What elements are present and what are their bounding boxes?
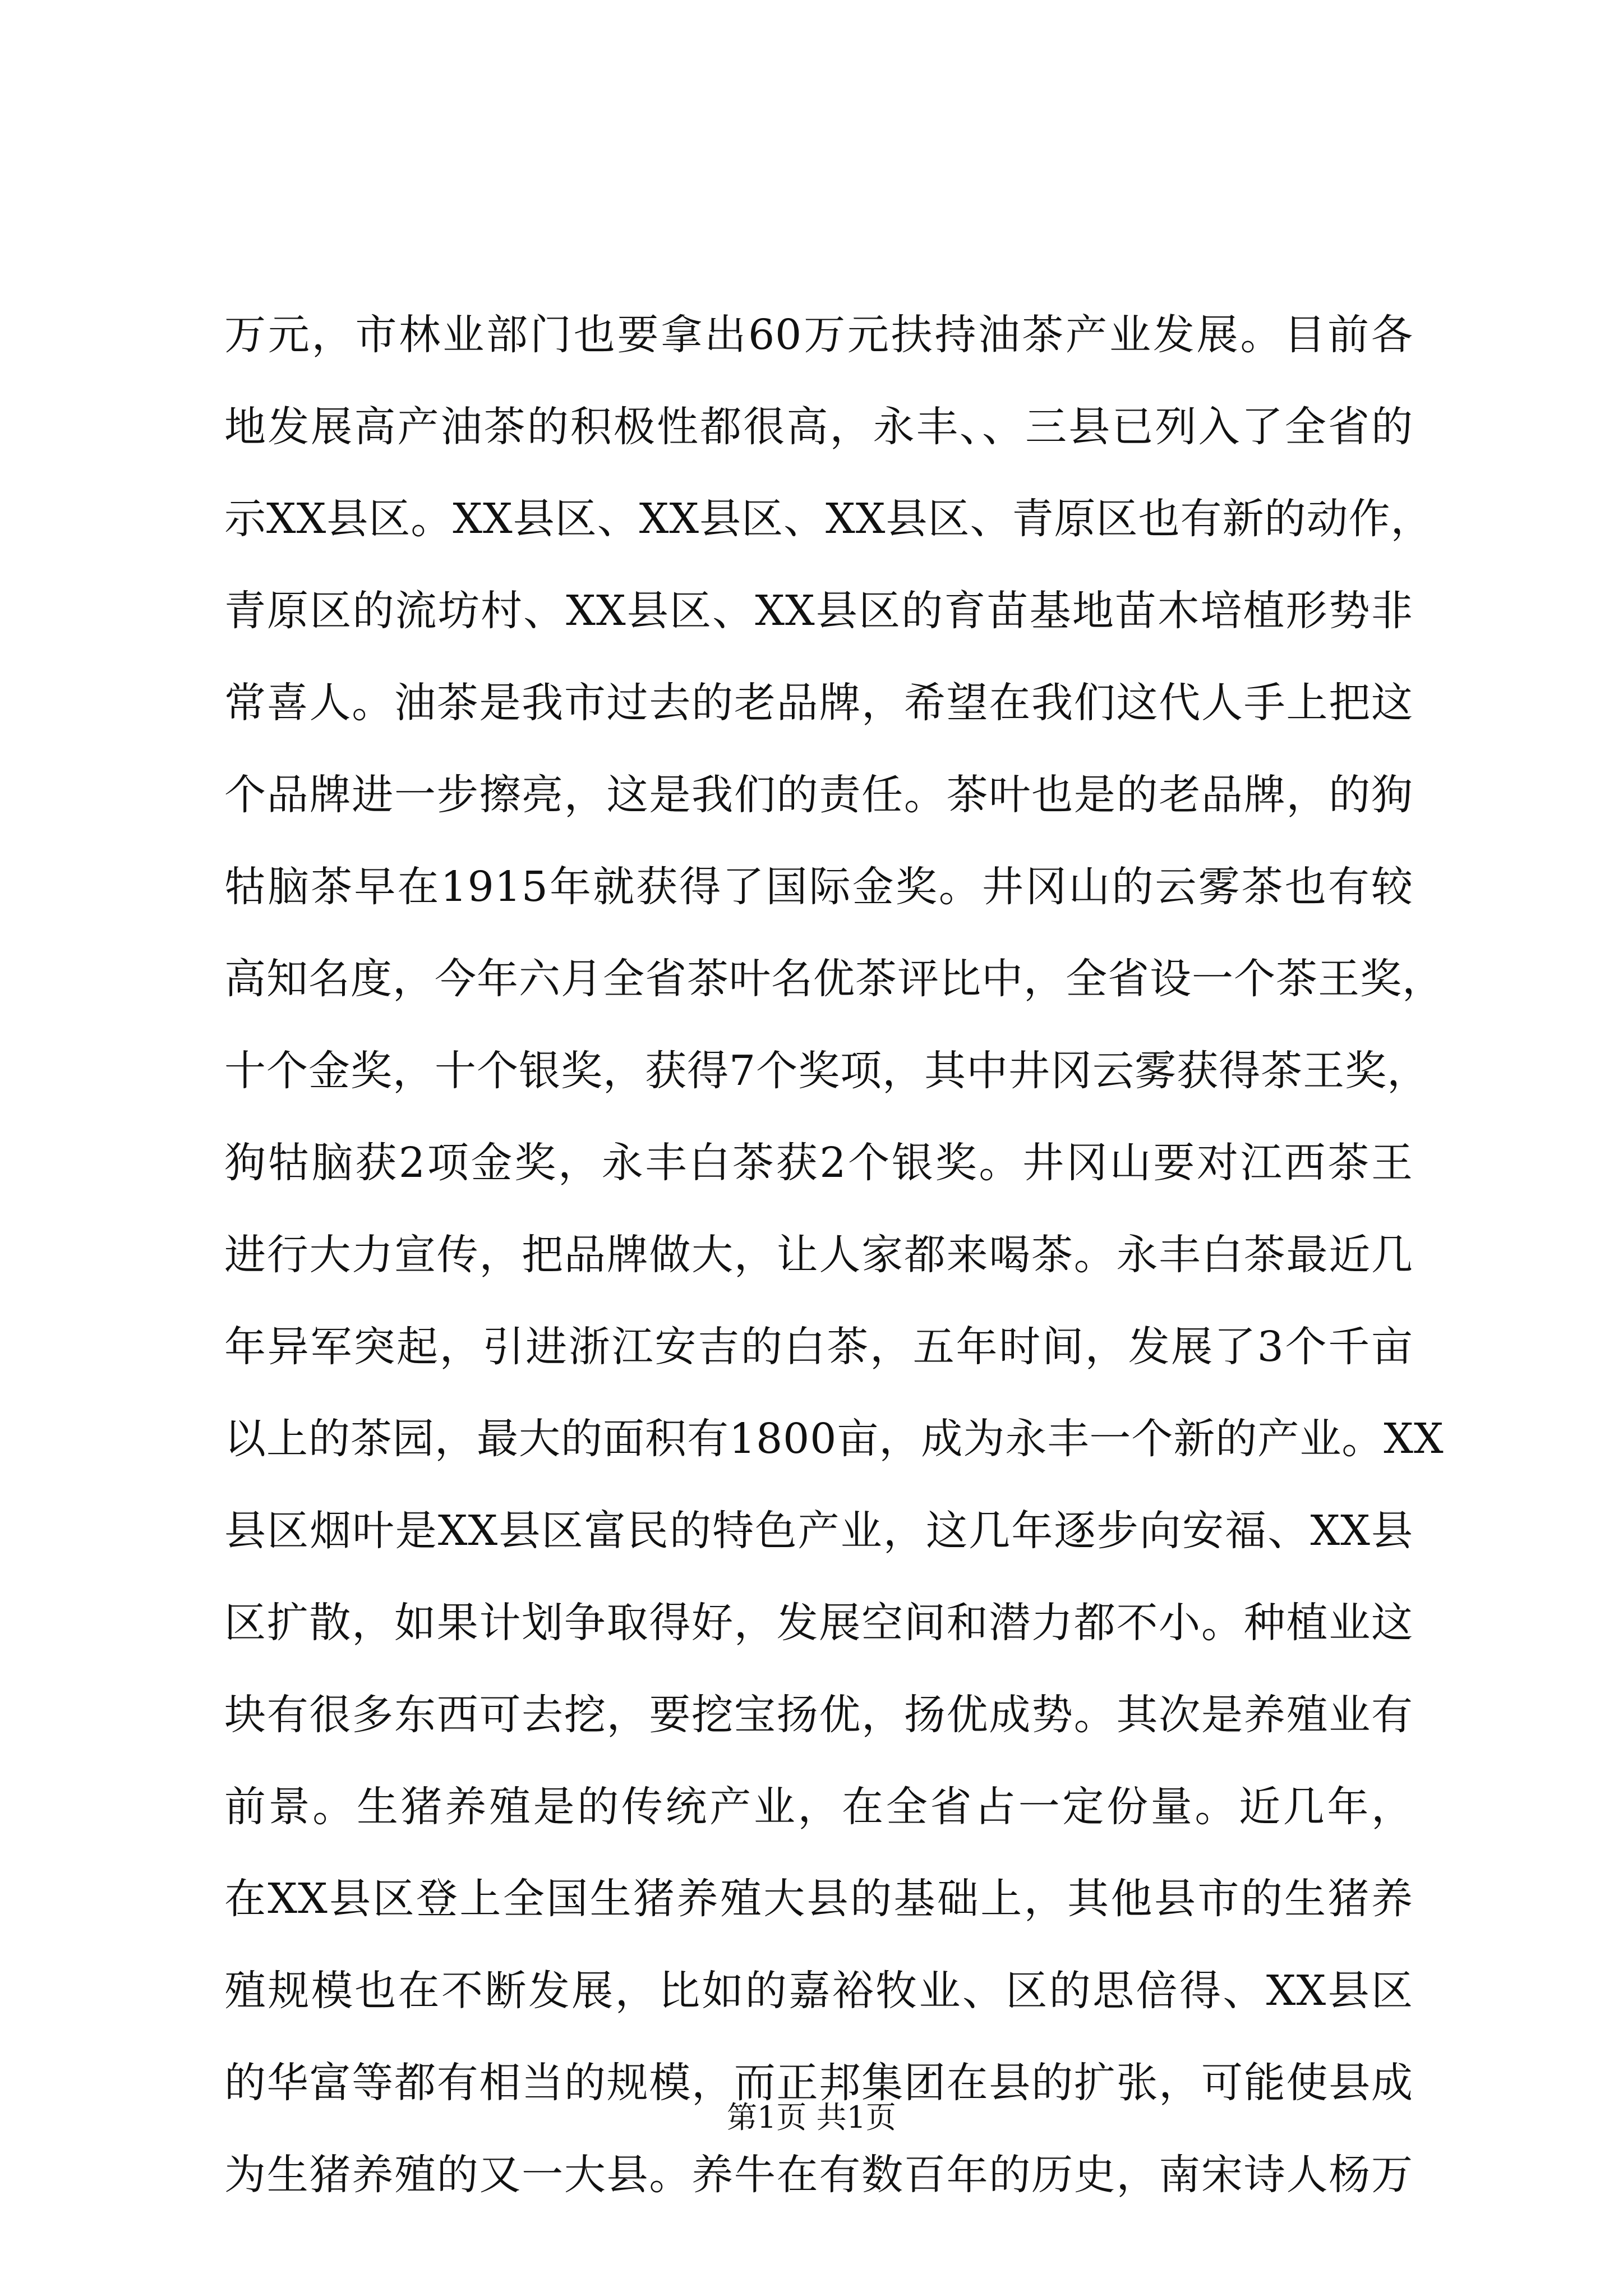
text-line: 为生猪养殖的又一大县。养牛在有数百年的历史，南宋诗人杨万 — [224, 2151, 1413, 2199]
text-line: 块有很多东西可去挖，要挖宝扬优，扬优成势。其次是养殖业有 — [224, 1691, 1413, 1739]
text-line: 常喜人。油茶是我市过去的老品牌，希望在我们这代人手上把这 — [224, 679, 1413, 727]
text-line: 区扩散，如果计划争取得好，发展空间和潜力都不小。种植业这 — [224, 1599, 1413, 1647]
text-line: 万元，市林业部门也要拿出60万元扶持油茶产业发展。目前各 — [224, 311, 1413, 359]
text-line: 殖规模也在不断发展，比如的嘉裕牧业、区的思倍得、XX县区 — [224, 1967, 1413, 2015]
text-line: 进行大力宣传，把品牌做大，让人家都来喝茶。永丰白茶最近几 — [224, 1231, 1413, 1279]
text-line: 县区烟叶是XX县区富民的特色产业，这几年逐步向安福、XX县 — [224, 1507, 1413, 1555]
text-line: 狗牯脑获2项金奖，永丰白茶获2个银奖。井冈山要对江西茶王 — [224, 1139, 1413, 1187]
text-line: 十个金奖，十个银奖，获得7个奖项，其中井冈云雾获得茶王奖， — [224, 1047, 1430, 1095]
text-line: 地发展高产油茶的积极性都很高，永丰、、三县已列入了全省的 — [224, 403, 1413, 451]
page-footer: 第1页 共1页 — [727, 2100, 896, 2135]
text-line: 的华富等都有相当的规模，而正邦集团在县的扩张，可能使县成 — [224, 2059, 1413, 2107]
text-line: 高知名度，今年六月全省茶叶名优茶评比中，全省设一个茶王奖， — [224, 955, 1444, 1003]
text-line: 个品牌进一步擦亮，这是我们的责任。茶叶也是的老品牌，的狗 — [224, 771, 1413, 819]
text-line: 示XX县区。XX县区、XX县区、XX县区、青原区也有新的动作， — [224, 495, 1433, 543]
text-line: 青原区的流坊村、XX县区、XX县区的育苗基地苗木培植形势非 — [224, 587, 1413, 635]
text-line: 牯脑茶早在1915年就获得了国际金奖。井冈山的云雾茶也有较 — [224, 863, 1413, 911]
text-line: 以上的茶园，最大的面积有1800亩，成为永丰一个新的产业。XX — [224, 1415, 1444, 1463]
body-text — [224, 289, 1444, 2221]
text-line: 前景。生猪养殖是的传统产业，在全省占一定份量。近几年， — [224, 1783, 1413, 1831]
text-line: 年异军突起，引进浙江安吉的白茶，五年时间，发展了3个千亩 — [224, 1323, 1413, 1371]
text-line: 在XX县区登上全国生猪养殖大县的基础上，其他县市的生猪养 — [224, 1875, 1413, 1923]
